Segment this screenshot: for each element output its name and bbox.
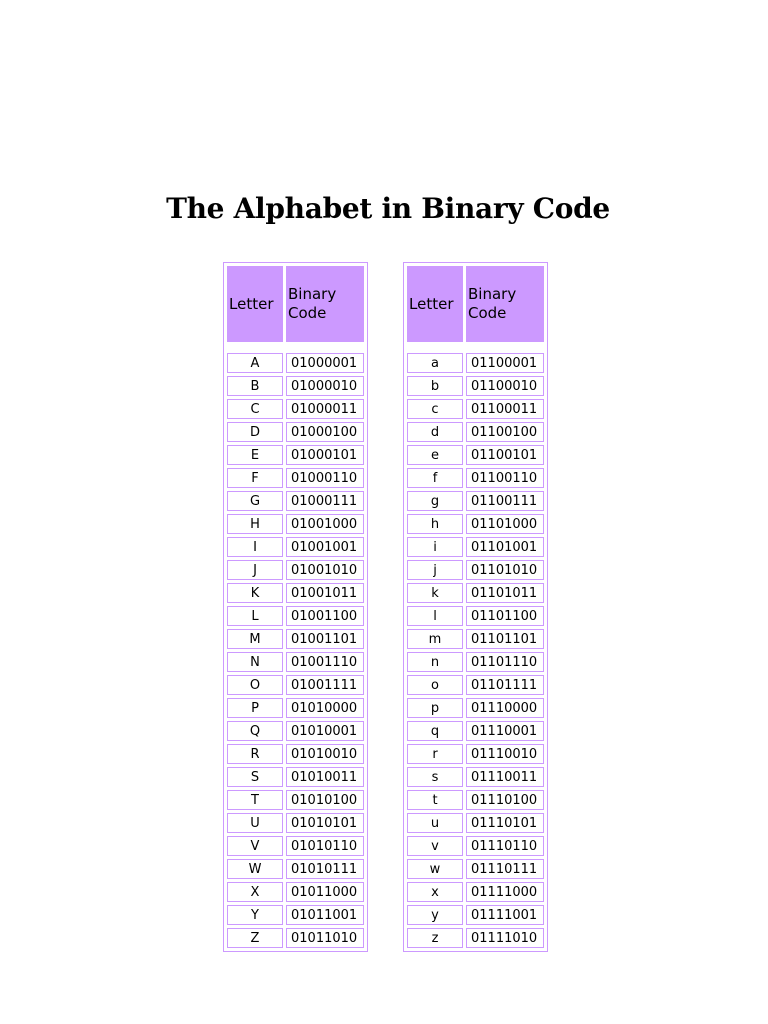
letter-cell: Z <box>227 928 283 948</box>
table-row <box>407 606 544 626</box>
letter-cell: F <box>227 468 283 488</box>
table-row <box>227 698 364 718</box>
binary-code-cell: 01110101 <box>466 813 544 833</box>
binary-code-header-line2: Code <box>288 304 327 322</box>
table-row <box>227 491 364 511</box>
binary-code-cell: 01100011 <box>466 399 544 419</box>
letter-column-header: Letter <box>227 266 283 342</box>
letter-cell: t <box>407 790 463 810</box>
table-row <box>227 721 364 741</box>
uppercase-rows <box>227 353 364 948</box>
letter-cell: J <box>227 560 283 580</box>
letter-cell: r <box>407 744 463 764</box>
table-row <box>227 583 364 603</box>
binary-code-cell: 01101101 <box>466 629 544 649</box>
binary-code-cell: 01110000 <box>466 698 544 718</box>
table-row <box>227 422 364 442</box>
table-row <box>227 560 364 580</box>
letter-cell: o <box>407 675 463 695</box>
table-row <box>407 882 544 902</box>
table-row <box>227 606 364 626</box>
letter-cell: d <box>407 422 463 442</box>
table-row <box>227 468 364 488</box>
letter-cell: A <box>227 353 283 373</box>
binary-code-cell: 01010011 <box>286 767 364 787</box>
binary-code-cell: 01000111 <box>286 491 364 511</box>
binary-code-cell: 01110110 <box>466 836 544 856</box>
table-row <box>407 928 544 948</box>
letter-cell: b <box>407 376 463 396</box>
binary-code-cell: 01011001 <box>286 905 364 925</box>
binary-code-cell: 01100101 <box>466 445 544 465</box>
letter-cell: M <box>227 629 283 649</box>
binary-code-cell: 01010111 <box>286 859 364 879</box>
letter-cell: a <box>407 353 463 373</box>
table-row <box>407 767 544 787</box>
table-row <box>407 399 544 419</box>
binary-code-cell: 01101110 <box>466 652 544 672</box>
letter-cell: j <box>407 560 463 580</box>
table-row <box>227 813 364 833</box>
binary-code-cell: 01110100 <box>466 790 544 810</box>
letter-cell: g <box>407 491 463 511</box>
table-row <box>407 905 544 925</box>
table-row <box>227 629 364 649</box>
letter-cell: Q <box>227 721 283 741</box>
table-row <box>227 836 364 856</box>
binary-code-cell: 01010010 <box>286 744 364 764</box>
binary-code-cell: 01001100 <box>286 606 364 626</box>
table-row <box>227 537 364 557</box>
table-row <box>407 629 544 649</box>
binary-code-cell: 01010110 <box>286 836 364 856</box>
table-row <box>407 859 544 879</box>
binary-code-cell: 01011010 <box>286 928 364 948</box>
letter-cell: G <box>227 491 283 511</box>
table-row <box>407 445 544 465</box>
binary-code-cell: 01011000 <box>286 882 364 902</box>
letter-cell: l <box>407 606 463 626</box>
binary-code-cell: 01101111 <box>466 675 544 695</box>
table-row <box>227 514 364 534</box>
letter-cell: u <box>407 813 463 833</box>
table-header-row <box>227 266 364 342</box>
letter-cell: C <box>227 399 283 419</box>
table-row <box>227 376 364 396</box>
letter-cell: v <box>407 836 463 856</box>
table-row <box>407 468 544 488</box>
binary-code-cell: 01000100 <box>286 422 364 442</box>
letter-cell: m <box>407 629 463 649</box>
binary-code-cell: 01110010 <box>466 744 544 764</box>
table-row <box>407 376 544 396</box>
binary-code-cell: 01100111 <box>466 491 544 511</box>
binary-code-cell: 01001110 <box>286 652 364 672</box>
letter-cell: k <box>407 583 463 603</box>
letter-cell: H <box>227 514 283 534</box>
binary-code-cell: 01101001 <box>466 537 544 557</box>
binary-code-column-header <box>466 266 544 342</box>
table-row <box>407 721 544 741</box>
table-row <box>227 744 364 764</box>
letter-cell: e <box>407 445 463 465</box>
table-row <box>407 744 544 764</box>
letter-cell: S <box>227 767 283 787</box>
table-row <box>227 652 364 672</box>
binary-code-cell: 01110111 <box>466 859 544 879</box>
page-title: The Alphabet in Binary Code <box>166 192 610 225</box>
letter-column-header: Letter <box>407 266 463 342</box>
letter-cell: s <box>407 767 463 787</box>
table-row <box>227 445 364 465</box>
letter-cell: B <box>227 376 283 396</box>
letter-cell: h <box>407 514 463 534</box>
letter-cell: i <box>407 537 463 557</box>
binary-code-cell: 01001010 <box>286 560 364 580</box>
binary-code-cell: 01010100 <box>286 790 364 810</box>
letter-cell: y <box>407 905 463 925</box>
binary-code-cell: 01111001 <box>466 905 544 925</box>
table-row <box>407 836 544 856</box>
letter-cell: T <box>227 790 283 810</box>
binary-code-header-line1: Binary <box>288 285 337 303</box>
binary-code-cell: 01010101 <box>286 813 364 833</box>
binary-code-cell: 01001101 <box>286 629 364 649</box>
binary-code-cell: 01001111 <box>286 675 364 695</box>
binary-code-cell: 01101000 <box>466 514 544 534</box>
letter-cell: q <box>407 721 463 741</box>
letter-cell: x <box>407 882 463 902</box>
table-row <box>407 537 544 557</box>
table-row <box>227 905 364 925</box>
table-row <box>407 422 544 442</box>
table-row <box>407 353 544 373</box>
letter-cell: c <box>407 399 463 419</box>
binary-code-header-line1: Binary <box>468 285 517 303</box>
binary-code-cell: 01100110 <box>466 468 544 488</box>
letter-cell: L <box>227 606 283 626</box>
binary-code-cell: 01111010 <box>466 928 544 948</box>
table-row <box>407 514 544 534</box>
binary-code-cell: 01100001 <box>466 353 544 373</box>
table-row <box>227 859 364 879</box>
binary-code-cell: 01000110 <box>286 468 364 488</box>
table-row <box>407 560 544 580</box>
binary-code-cell: 01001000 <box>286 514 364 534</box>
binary-code-cell: 01101011 <box>466 583 544 603</box>
table-row <box>227 353 364 373</box>
letter-cell: D <box>227 422 283 442</box>
table-row <box>227 790 364 810</box>
letter-cell: K <box>227 583 283 603</box>
binary-code-cell: 01100100 <box>466 422 544 442</box>
binary-code-cell: 01111000 <box>466 882 544 902</box>
letter-cell: Y <box>227 905 283 925</box>
table-row <box>407 790 544 810</box>
binary-code-cell: 01110011 <box>466 767 544 787</box>
letter-cell: I <box>227 537 283 557</box>
letter-cell: E <box>227 445 283 465</box>
letter-cell: z <box>407 928 463 948</box>
binary-code-cell: 01110001 <box>466 721 544 741</box>
binary-code-cell: 01100010 <box>466 376 544 396</box>
letter-cell: n <box>407 652 463 672</box>
letter-cell: N <box>227 652 283 672</box>
binary-code-cell: 01000010 <box>286 376 364 396</box>
table-row <box>407 675 544 695</box>
binary-code-cell: 01000001 <box>286 353 364 373</box>
letter-cell: W <box>227 859 283 879</box>
letter-cell: U <box>227 813 283 833</box>
uppercase-binary-table <box>223 262 368 952</box>
table-row <box>227 399 364 419</box>
letter-cell: V <box>227 836 283 856</box>
binary-code-cell: 01000011 <box>286 399 364 419</box>
table-row <box>407 583 544 603</box>
binary-code-cell: 01010001 <box>286 721 364 741</box>
letter-cell: p <box>407 698 463 718</box>
letter-cell: f <box>407 468 463 488</box>
table-row <box>407 652 544 672</box>
letter-cell: R <box>227 744 283 764</box>
table-row <box>407 813 544 833</box>
letter-cell: X <box>227 882 283 902</box>
binary-code-cell: 01000101 <box>286 445 364 465</box>
table-row <box>227 767 364 787</box>
table-row <box>227 882 364 902</box>
table-row <box>407 698 544 718</box>
letter-cell: w <box>407 859 463 879</box>
binary-code-cell: 01001001 <box>286 537 364 557</box>
table-row <box>227 675 364 695</box>
binary-code-column-header <box>286 266 364 342</box>
binary-code-cell: 01101100 <box>466 606 544 626</box>
table-header-row <box>407 266 544 342</box>
binary-code-cell: 01010000 <box>286 698 364 718</box>
header-spacer <box>407 345 544 350</box>
lowercase-rows <box>407 353 544 948</box>
table-row <box>407 491 544 511</box>
binary-code-header-line2: Code <box>468 304 507 322</box>
letter-cell: P <box>227 698 283 718</box>
binary-code-cell: 01101010 <box>466 560 544 580</box>
binary-code-cell: 01001011 <box>286 583 364 603</box>
letter-cell: O <box>227 675 283 695</box>
table-row <box>227 928 364 948</box>
header-spacer <box>227 345 364 350</box>
lowercase-binary-table <box>403 262 548 952</box>
